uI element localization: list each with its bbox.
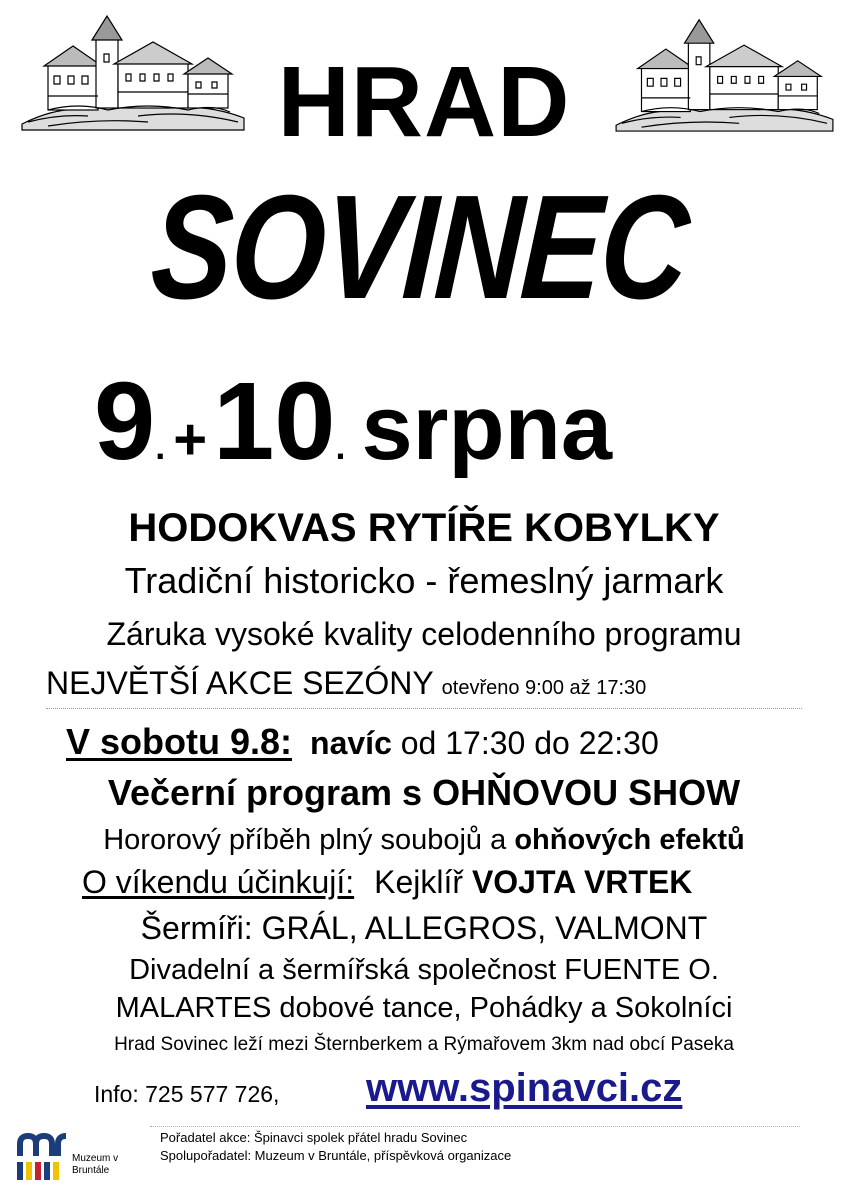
- date-day1: 9: [94, 360, 156, 483]
- organizer-line: Pořadatel akce: Špinavci spolek přátel hradu Sovinec: [160, 1130, 468, 1145]
- location-line: Hrad Sovinec leží mezi Šternberkem a Rýmařovem 3km nad obcí Paseka: [114, 1034, 734, 1055]
- info-phone: Info: 725 577 726,: [94, 1081, 280, 1107]
- date-day2: 10: [213, 360, 336, 483]
- horror-text: Hororový příběh plný soubojů a: [103, 824, 507, 856]
- season-highlight: NEJVĚTŠÍ AKCE SEZÓNY: [46, 665, 434, 701]
- date-dot1: .: [155, 426, 166, 467]
- saturday-label: V sobotu 9.8:: [66, 721, 293, 762]
- quality-line: Záruka vysoké kvality celodenního programu: [106, 616, 742, 652]
- date-plus: +: [173, 407, 208, 472]
- evening-program: Večerní program s OHŇOVOU SHOW: [107, 772, 741, 813]
- horror-line: [0, 822, 848, 858]
- performer-role: Kejklíř: [374, 864, 464, 900]
- event-subtitle: Tradiční historicko - řemeslný jarmark: [124, 560, 724, 601]
- event-name: HODOKVAS RYTÍŘE KOBYLKY: [128, 506, 720, 550]
- saturday-line: [66, 722, 659, 763]
- weekend-line: [82, 862, 692, 902]
- date-month: srpna: [361, 377, 612, 479]
- museum-logo-icon: [14, 1130, 70, 1182]
- saturday-extra: navíc: [310, 725, 392, 761]
- date-dot2: .: [335, 426, 346, 467]
- co-organizer-line: Spolupořadatel: Muzeum v Bruntále, příspěvková organizace: [160, 1148, 512, 1163]
- museum-logo-text: Muzeum v Bruntále: [72, 1153, 119, 1176]
- dances-line: MALARTES dobové tance, Pohádky a Sokolníci: [115, 992, 733, 1024]
- theatre-line: Divadelní a šermířská společnost FUENTE O.: [129, 954, 719, 986]
- title-small: HRAD: [277, 46, 571, 158]
- horror-bold: ohňových efektů: [514, 824, 745, 856]
- event-date: [94, 362, 612, 507]
- fencers-line: Šermíři: GRÁL, ALLEGROS, VALMONT: [140, 910, 708, 946]
- website-link[interactable]: www.spinavci.cz: [366, 1066, 683, 1110]
- title-big: SOVINEC: [147, 165, 692, 330]
- footer-divider: [150, 1126, 800, 1127]
- opening-hours: otevřeno 9:00 až 17:30: [441, 677, 647, 699]
- weekend-label: O víkendu účinkují:: [82, 864, 355, 900]
- divider: [46, 708, 802, 709]
- season-line: [46, 664, 646, 707]
- saturday-time: od 17:30 do 22:30: [400, 725, 659, 761]
- performer-name: VOJTA VRTEK: [471, 864, 693, 900]
